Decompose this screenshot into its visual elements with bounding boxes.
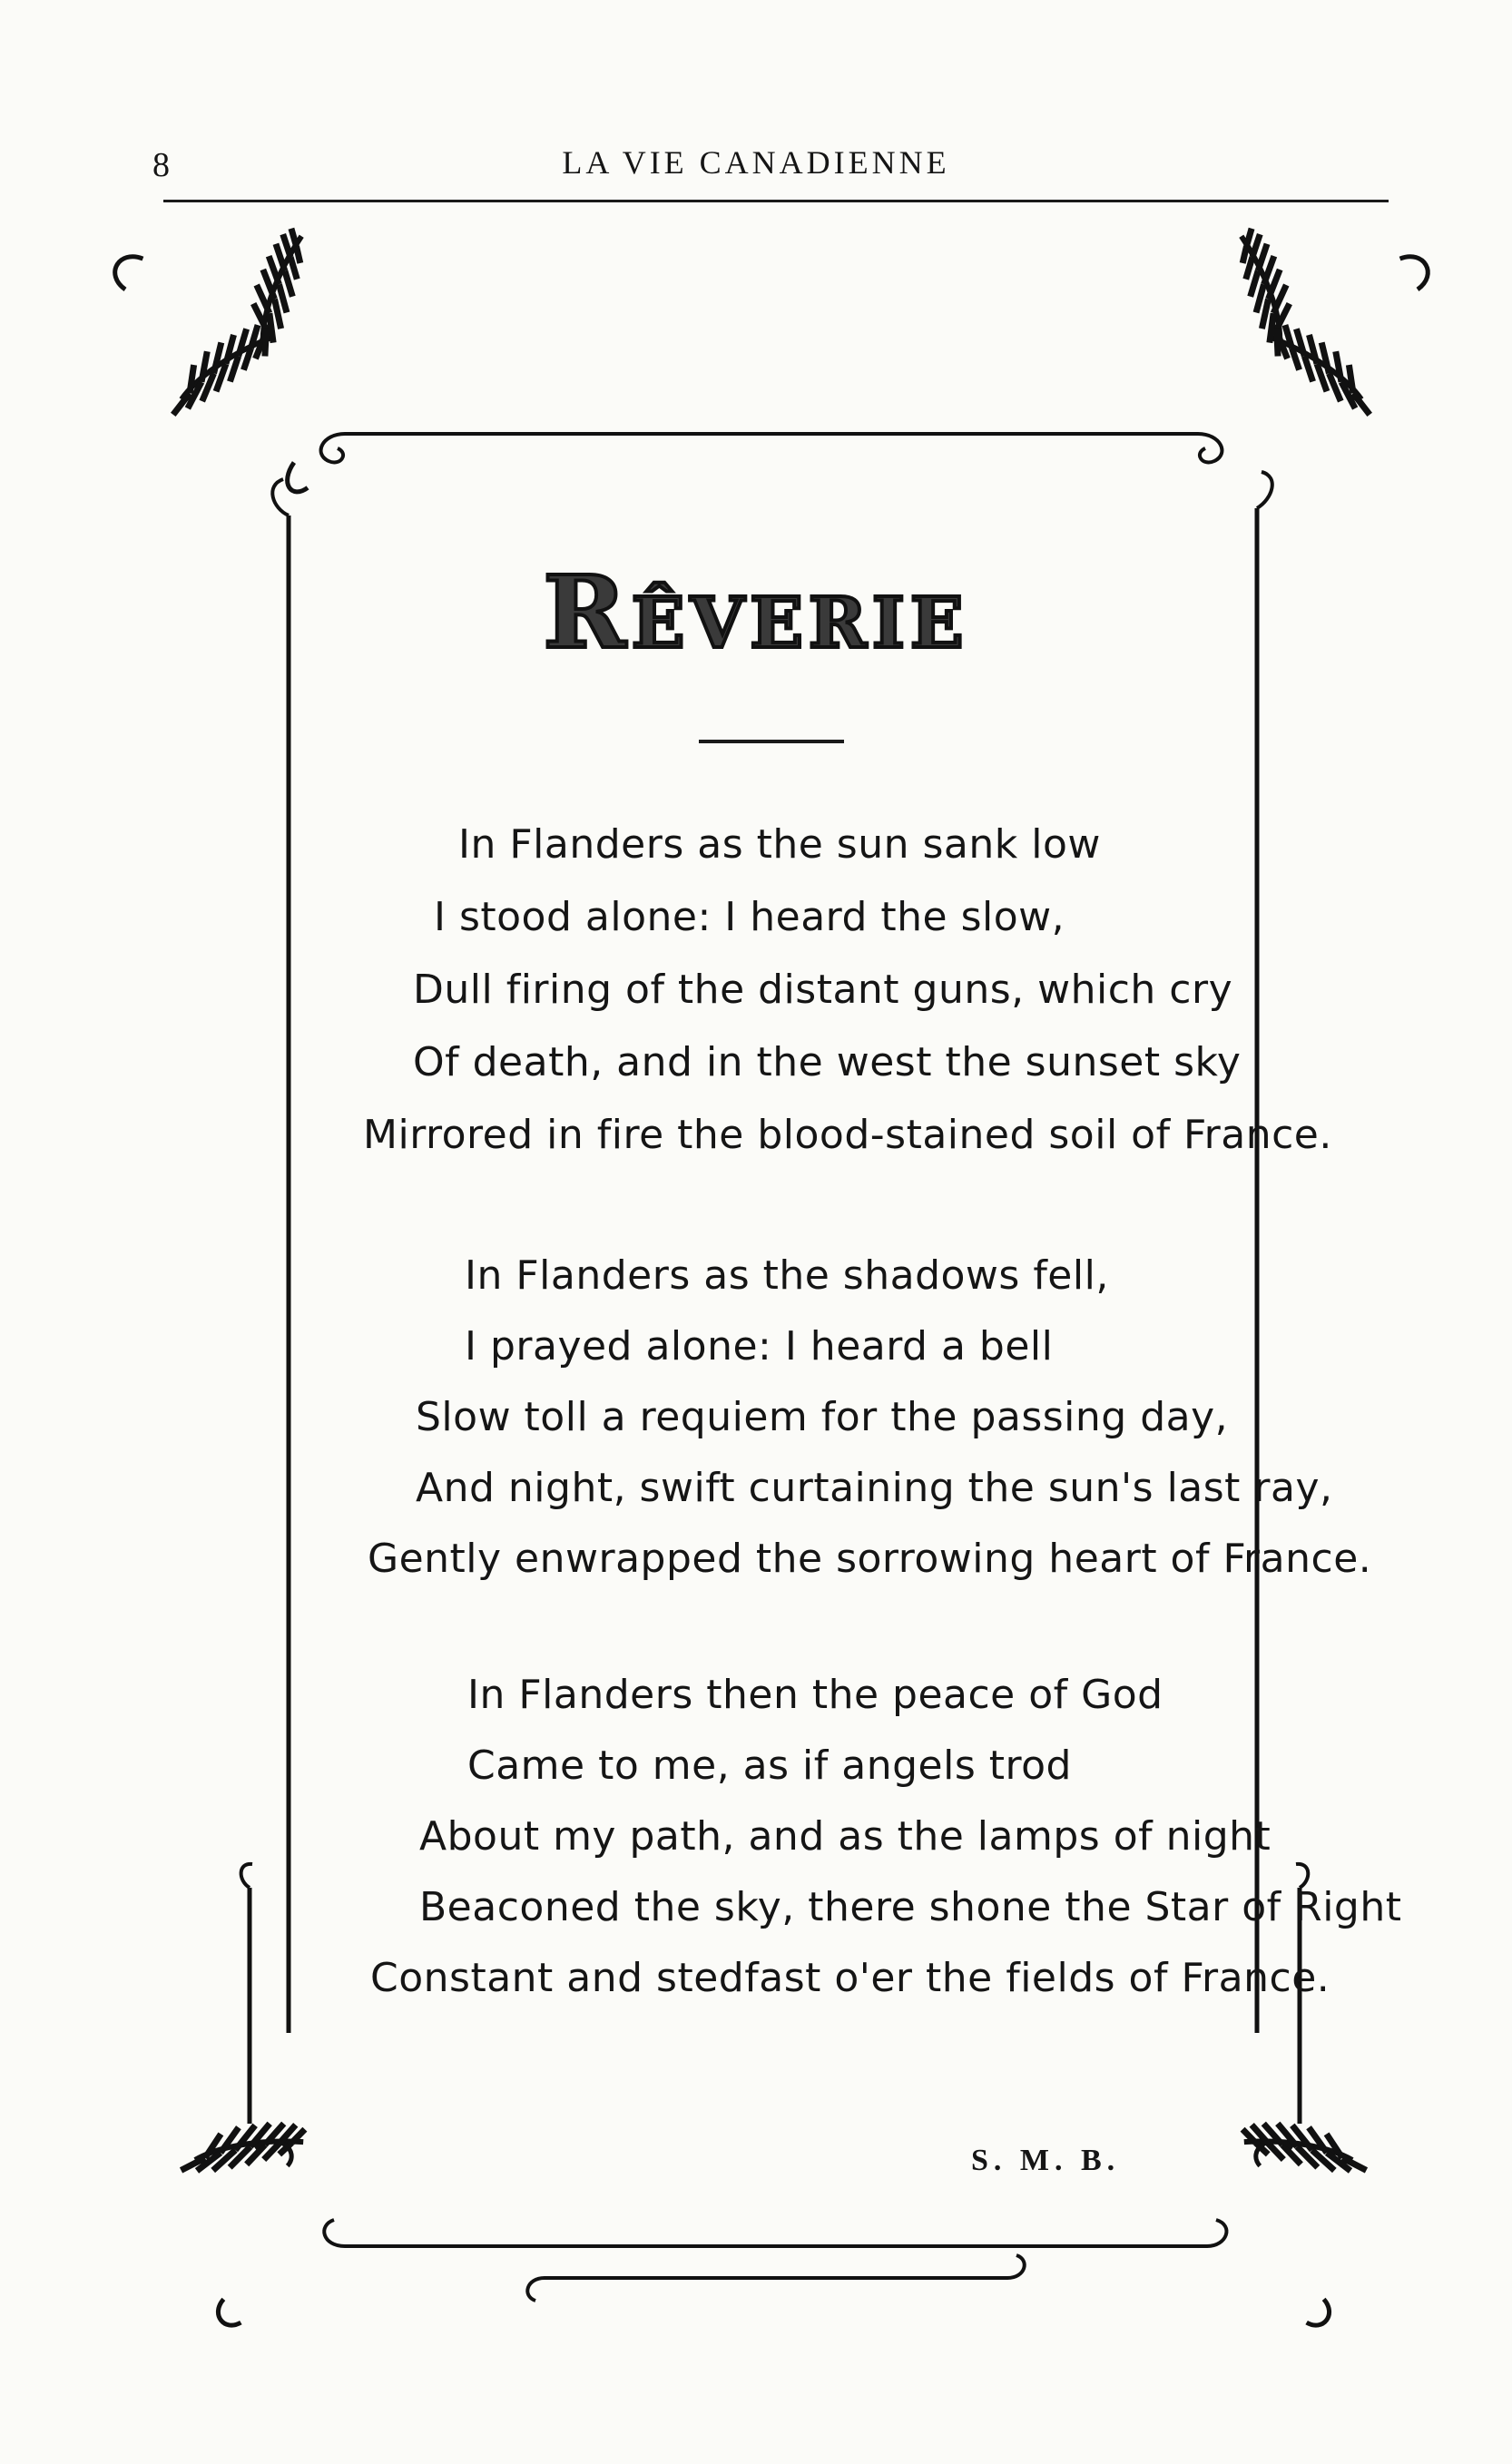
title-divider — [699, 740, 844, 743]
poem-line: About my path, and as the lamps of night — [419, 1813, 1271, 1860]
fern-leaf-icon — [1241, 2099, 1402, 2331]
poem-line: Constant and stedfast o'er the fields of France. — [370, 1955, 1330, 2001]
poem-line: Slow toll a requiem for the passing day, — [416, 1394, 1229, 1440]
fern-leaf-icon — [1182, 219, 1431, 420]
page-number: 8 — [152, 146, 170, 184]
poem-line: In Flanders then the peace of God — [467, 1672, 1163, 1718]
fern-leaf-icon — [145, 2099, 307, 2331]
poem-line: I prayed alone: I heard a bell — [465, 1323, 1054, 1369]
poem-line: Dull firing of the distant guns, which cry — [413, 967, 1233, 1013]
poem-line: Mirrored in fire the blood-stained soil of France. — [363, 1112, 1332, 1158]
frame-top-rule — [321, 434, 1222, 462]
fern-leaf-icon — [113, 219, 378, 516]
poem-line: Beaconed the sky, there shone the Star of Right — [419, 1884, 1402, 1930]
poem-line: Gently enwrapped the sorrowing heart of France. — [368, 1536, 1372, 1582]
poem-line: Came to me, as if angels trod — [467, 1742, 1072, 1789]
poem-line: I stood alone: I heard the slow, — [434, 894, 1065, 940]
poem-line: In Flanders as the shadows fell, — [465, 1252, 1109, 1299]
frame-right-rule — [1257, 472, 1308, 2124]
poem-line: And night, swift curtaining the sun's last ray, — [416, 1465, 1333, 1511]
frame-left-rule — [241, 479, 289, 2124]
author-signature: S. M. B. — [971, 2144, 1121, 2177]
running-header-title: LA VIE CANADIENNE — [562, 144, 950, 181]
poem-line: Of death, and in the west the sunset sky — [413, 1039, 1242, 1085]
frame-bottom-rule — [324, 2220, 1226, 2301]
poem-line: In Flanders as the sun sank low — [458, 821, 1101, 868]
poem-title: Rêverie — [543, 554, 969, 671]
